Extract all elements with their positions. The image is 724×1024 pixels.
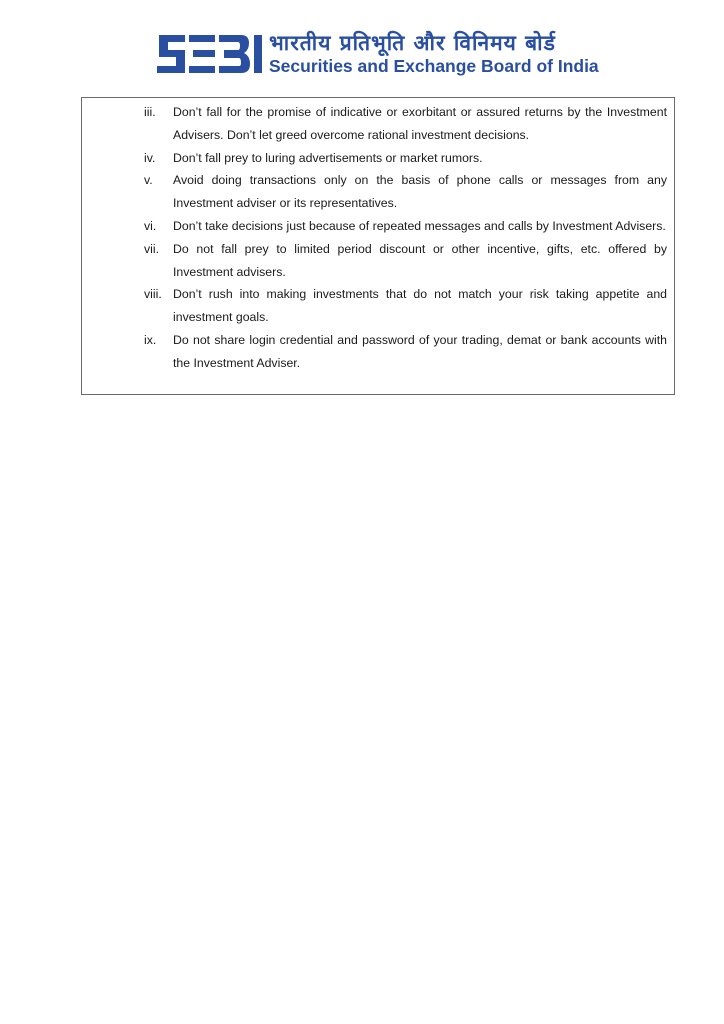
sebi-logo <box>155 29 265 79</box>
item-numeral: vi. <box>144 218 157 233</box>
english-name: Securities and Exchange Board of India <box>269 56 599 76</box>
letterhead <box>155 28 605 80</box>
hindi-name: भारतीय प्रतिभूति और विनिमय बोर्ड <box>269 31 556 55</box>
list-item <box>82 101 667 147</box>
item-text: Don’t fall for the promise of indicative or exorbitant or assured returns by the Investment Advisers. Don’t let greed overcome rational investment decisions. <box>173 105 667 142</box>
advisory-list <box>82 98 674 375</box>
list-item <box>82 283 667 329</box>
item-numeral: v. <box>144 173 153 188</box>
list-item <box>82 215 667 238</box>
advisory-box <box>81 97 675 395</box>
item-numeral: iv. <box>144 150 156 165</box>
item-text: Don’t rush into making investments that do not match your risk taking appetite and investment goals. <box>173 287 667 325</box>
list-item <box>82 147 667 170</box>
item-numeral: vii. <box>144 241 160 256</box>
item-text: Avoid doing transactions only on the basis of phone calls or messages from any Investment adviser or its representatives. <box>173 173 667 211</box>
item-numeral: ix. <box>144 332 157 347</box>
item-numeral: viii. <box>144 287 162 302</box>
item-text: Don’t fall prey to luring advertisements or market rumors. <box>173 150 483 165</box>
item-text: Do not fall prey to limited period discount or other incentive, gifts, etc. offered by Investment advisers. <box>173 241 667 279</box>
item-numeral: iii. <box>144 105 156 119</box>
list-item <box>82 329 667 375</box>
list-item <box>82 169 667 215</box>
list-item <box>82 238 667 284</box>
item-text: Don’t take decisions just because of repeated messages and calls by Investment Advisers. <box>173 218 666 233</box>
item-text: Do not share login credential and password of your trading, demat or bank accounts with the Investment Adviser. <box>173 332 667 370</box>
